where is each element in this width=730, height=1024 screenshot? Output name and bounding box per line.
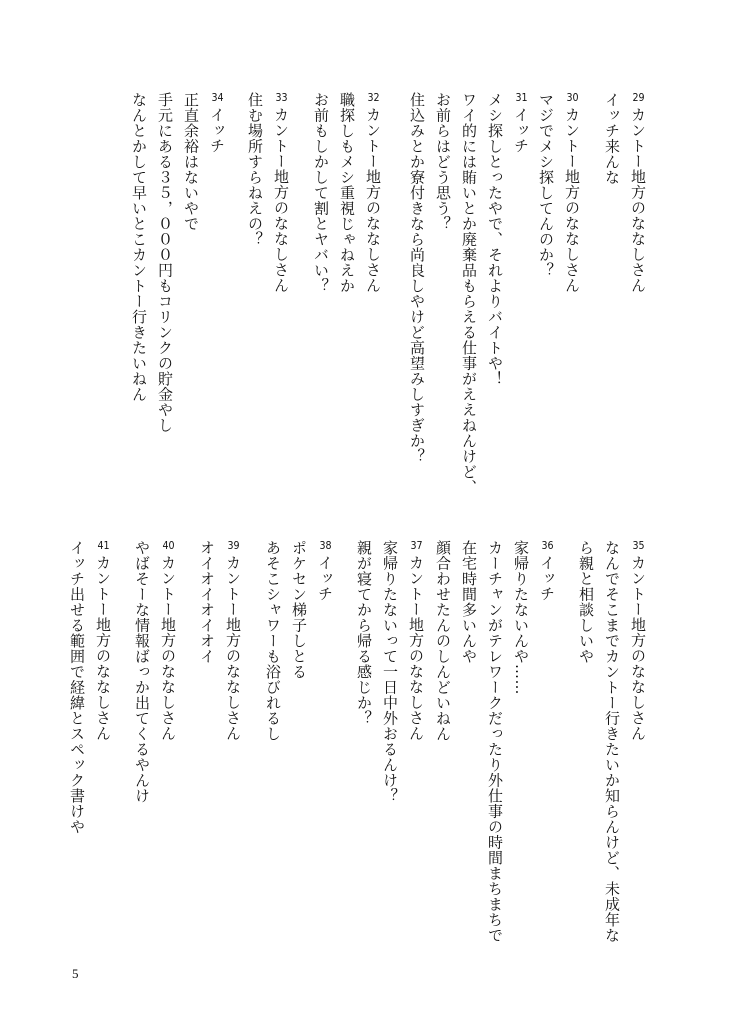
poster-name: カントー地方のななしさん bbox=[364, 107, 382, 293]
post-line: カーチャンがテレワークだったり外仕事の時間まちまちで bbox=[486, 540, 504, 943]
poster-name: カントー地方のななしさん bbox=[224, 555, 242, 741]
post-35 bbox=[573, 540, 651, 943]
post-line: マジでメシ探してんのか？ bbox=[537, 92, 555, 278]
post-line: 職探しもメシ重視じゃねえか bbox=[338, 92, 356, 294]
poster-name: カントー地方のななしさん bbox=[629, 107, 647, 293]
post-line: ら親と相談しいや bbox=[577, 540, 595, 664]
post-header bbox=[204, 92, 230, 433]
post-32 bbox=[308, 92, 386, 294]
poster-name: カントー地方のななしさん bbox=[159, 555, 177, 741]
post-number: 41 bbox=[97, 540, 110, 551]
post-39 bbox=[194, 540, 246, 741]
post-number: 33 bbox=[275, 92, 288, 103]
post-number: 36 bbox=[541, 540, 554, 551]
post-number: 35 bbox=[632, 540, 645, 551]
post-line: 住込みとか寮付きなら尚良しやけど高望みしすぎか？ bbox=[408, 92, 426, 464]
post-line: 正直余裕はないやで bbox=[182, 92, 200, 232]
post-header bbox=[312, 540, 338, 742]
post-line: 住む場所すらねえの？ bbox=[246, 92, 264, 247]
post-line: 顔合わせたんのしんどいねん bbox=[434, 540, 452, 742]
post-header bbox=[155, 540, 181, 804]
post-header bbox=[559, 92, 585, 293]
post-line: なんでそこまでカントー行きたいか知らんけど、未成年な bbox=[603, 540, 621, 943]
poster-name: イッチ bbox=[538, 555, 556, 602]
post-number: 29 bbox=[632, 92, 645, 103]
poster-name: カントー地方のななしさん bbox=[407, 555, 425, 741]
post-34 bbox=[126, 92, 230, 433]
post-line: お前もしかして割とヤバい？ bbox=[312, 92, 330, 294]
post-line: 在宅時間多いんや bbox=[460, 540, 478, 664]
post-header bbox=[268, 92, 294, 293]
post-line: イッチ来んな bbox=[603, 92, 621, 185]
post-number: 38 bbox=[319, 540, 332, 551]
post-line: ワイ的には賄いとか廃棄品もらえる仕事がええねんけど、 bbox=[460, 92, 478, 495]
post-header bbox=[534, 540, 560, 943]
post-header bbox=[625, 540, 651, 943]
post-33 bbox=[242, 92, 294, 293]
post-40 bbox=[129, 540, 181, 804]
post-number: 30 bbox=[566, 92, 579, 103]
post-number: 31 bbox=[515, 92, 528, 103]
post-38 bbox=[260, 540, 338, 742]
post-header bbox=[220, 540, 246, 741]
post-line: 手元にある３５，０００円もコリンクの貯金やし bbox=[156, 92, 174, 433]
post-30 bbox=[533, 92, 585, 293]
poster-name: カントー地方のななしさん bbox=[629, 555, 647, 741]
post-number: 32 bbox=[367, 92, 380, 103]
post-line: 家帰りたないって一日中外おるんけ？ bbox=[381, 540, 399, 804]
poster-name: カントー地方のななしさん bbox=[272, 107, 290, 293]
post-line: ポケセン梯子しとる bbox=[290, 540, 308, 680]
post-header bbox=[403, 540, 429, 804]
poster-name: イッチ bbox=[316, 555, 334, 602]
post-line: イッチ出せる範囲で経緯とスペック書けや bbox=[68, 540, 86, 835]
poster-name: カントー地方のななしさん bbox=[94, 555, 112, 741]
post-line: 家帰りたないんや…… bbox=[512, 540, 530, 695]
post-line: お前らはどう思う？ bbox=[434, 92, 452, 232]
post-number: 34 bbox=[211, 92, 224, 103]
post-header bbox=[508, 92, 534, 495]
post-31 bbox=[404, 92, 534, 495]
post-line: なんとかして早いとこカントー行きたいねん bbox=[130, 92, 148, 402]
post-header bbox=[625, 92, 651, 293]
post-line: 親が寝てから帰る感じか？ bbox=[355, 540, 373, 726]
post-36 bbox=[430, 540, 560, 943]
post-line: メシ探しとったやで、それよりバイトや！ bbox=[486, 92, 504, 387]
poster-name: イッチ bbox=[512, 107, 530, 154]
page-number: 5 bbox=[72, 966, 79, 981]
post-line: オイオイオイオイ bbox=[198, 540, 216, 664]
post-37 bbox=[351, 540, 429, 804]
poster-name: イッチ bbox=[208, 107, 226, 154]
post-header bbox=[360, 92, 386, 294]
post-29 bbox=[599, 92, 651, 293]
post-number: 39 bbox=[227, 540, 240, 551]
post-number: 37 bbox=[410, 540, 423, 551]
post-number: 40 bbox=[162, 540, 175, 551]
post-line: やばそーな情報ばっか出てくるやんけ bbox=[133, 540, 151, 804]
post-line: あそこシャワーも浴びれるし bbox=[264, 540, 282, 742]
poster-name: カントー地方のななしさん bbox=[563, 107, 581, 293]
post-41 bbox=[64, 540, 116, 835]
post-header bbox=[90, 540, 116, 835]
